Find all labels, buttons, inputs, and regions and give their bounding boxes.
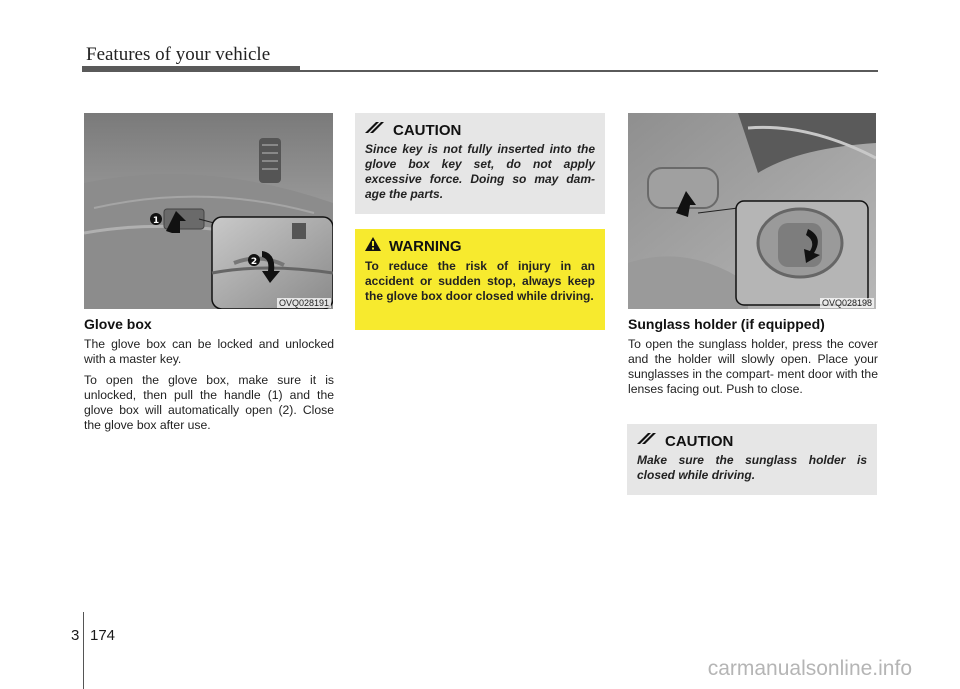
caution-pencil-icon — [637, 432, 657, 450]
caution-heading-sunglass: CAUTION — [665, 432, 734, 450]
glove-box-body — [84, 337, 334, 439]
glove-box-paragraph-2: To open the glove box, make sure it is unlocked, then pull the handle (1) and the glove box will automatically open (2). Close the glove box after use. — [84, 373, 334, 432]
watermark: carmanualsonline.info — [707, 657, 912, 680]
caution-text: Since key is not fully inserted into the glove box key set, do not apply excessive force. Doing so may dam- age the parts. — [365, 142, 595, 201]
glove-box-title: Glove box — [84, 316, 152, 332]
page-number: 174 — [90, 627, 116, 644]
sunglass-holder-title: Sunglass holder (if equipped) — [628, 316, 825, 332]
caution-header-sunglass — [637, 432, 867, 450]
warning-triangle-icon — [365, 237, 381, 256]
sunglass-holder-illustration — [628, 113, 876, 309]
caution-box-sunglass — [627, 424, 877, 495]
svg-text:2: 2 — [250, 257, 258, 267]
caution-heading: CAUTION — [393, 121, 462, 139]
warning-text: To reduce the risk of injury in an accident or sudden stop, always keep the glove box door closed while driving. — [365, 259, 595, 303]
sunglass-holder-paragraph-1: To open the sunglass holder, press the cover and the holder will slowly open. Place your sunglasses in the compart- ment door with the lenses facing out. Push to close. — [628, 337, 878, 396]
chapter-number: 3 — [71, 627, 80, 644]
caution-pencil-icon — [365, 121, 385, 139]
svg-text:1: 1 — [152, 216, 160, 226]
page-header-title: Features of your vehicle — [86, 44, 271, 65]
sunglass-holder-photo — [628, 113, 876, 309]
header-rule-thin — [300, 70, 878, 72]
photo-code-right: OVQ028198 — [821, 298, 872, 308]
header-rule-thick — [82, 66, 300, 72]
warning-header — [365, 237, 595, 256]
caution-header — [365, 121, 595, 139]
footer-divider — [83, 612, 84, 689]
glove-box-photo — [84, 113, 333, 309]
glove-box-illustration — [84, 113, 333, 309]
warning-box-glove — [355, 229, 605, 330]
photo-code-left: OVQ028191 — [278, 298, 329, 308]
caution-text-sunglass: Make sure the sunglass holder is closed while driving. — [637, 453, 867, 482]
warning-heading: WARNING — [389, 238, 462, 255]
glove-box-paragraph-1: The glove box can be locked and unlocked with a master key. — [84, 337, 334, 366]
sunglass-holder-body — [628, 337, 878, 403]
caution-box-glove — [355, 113, 605, 214]
